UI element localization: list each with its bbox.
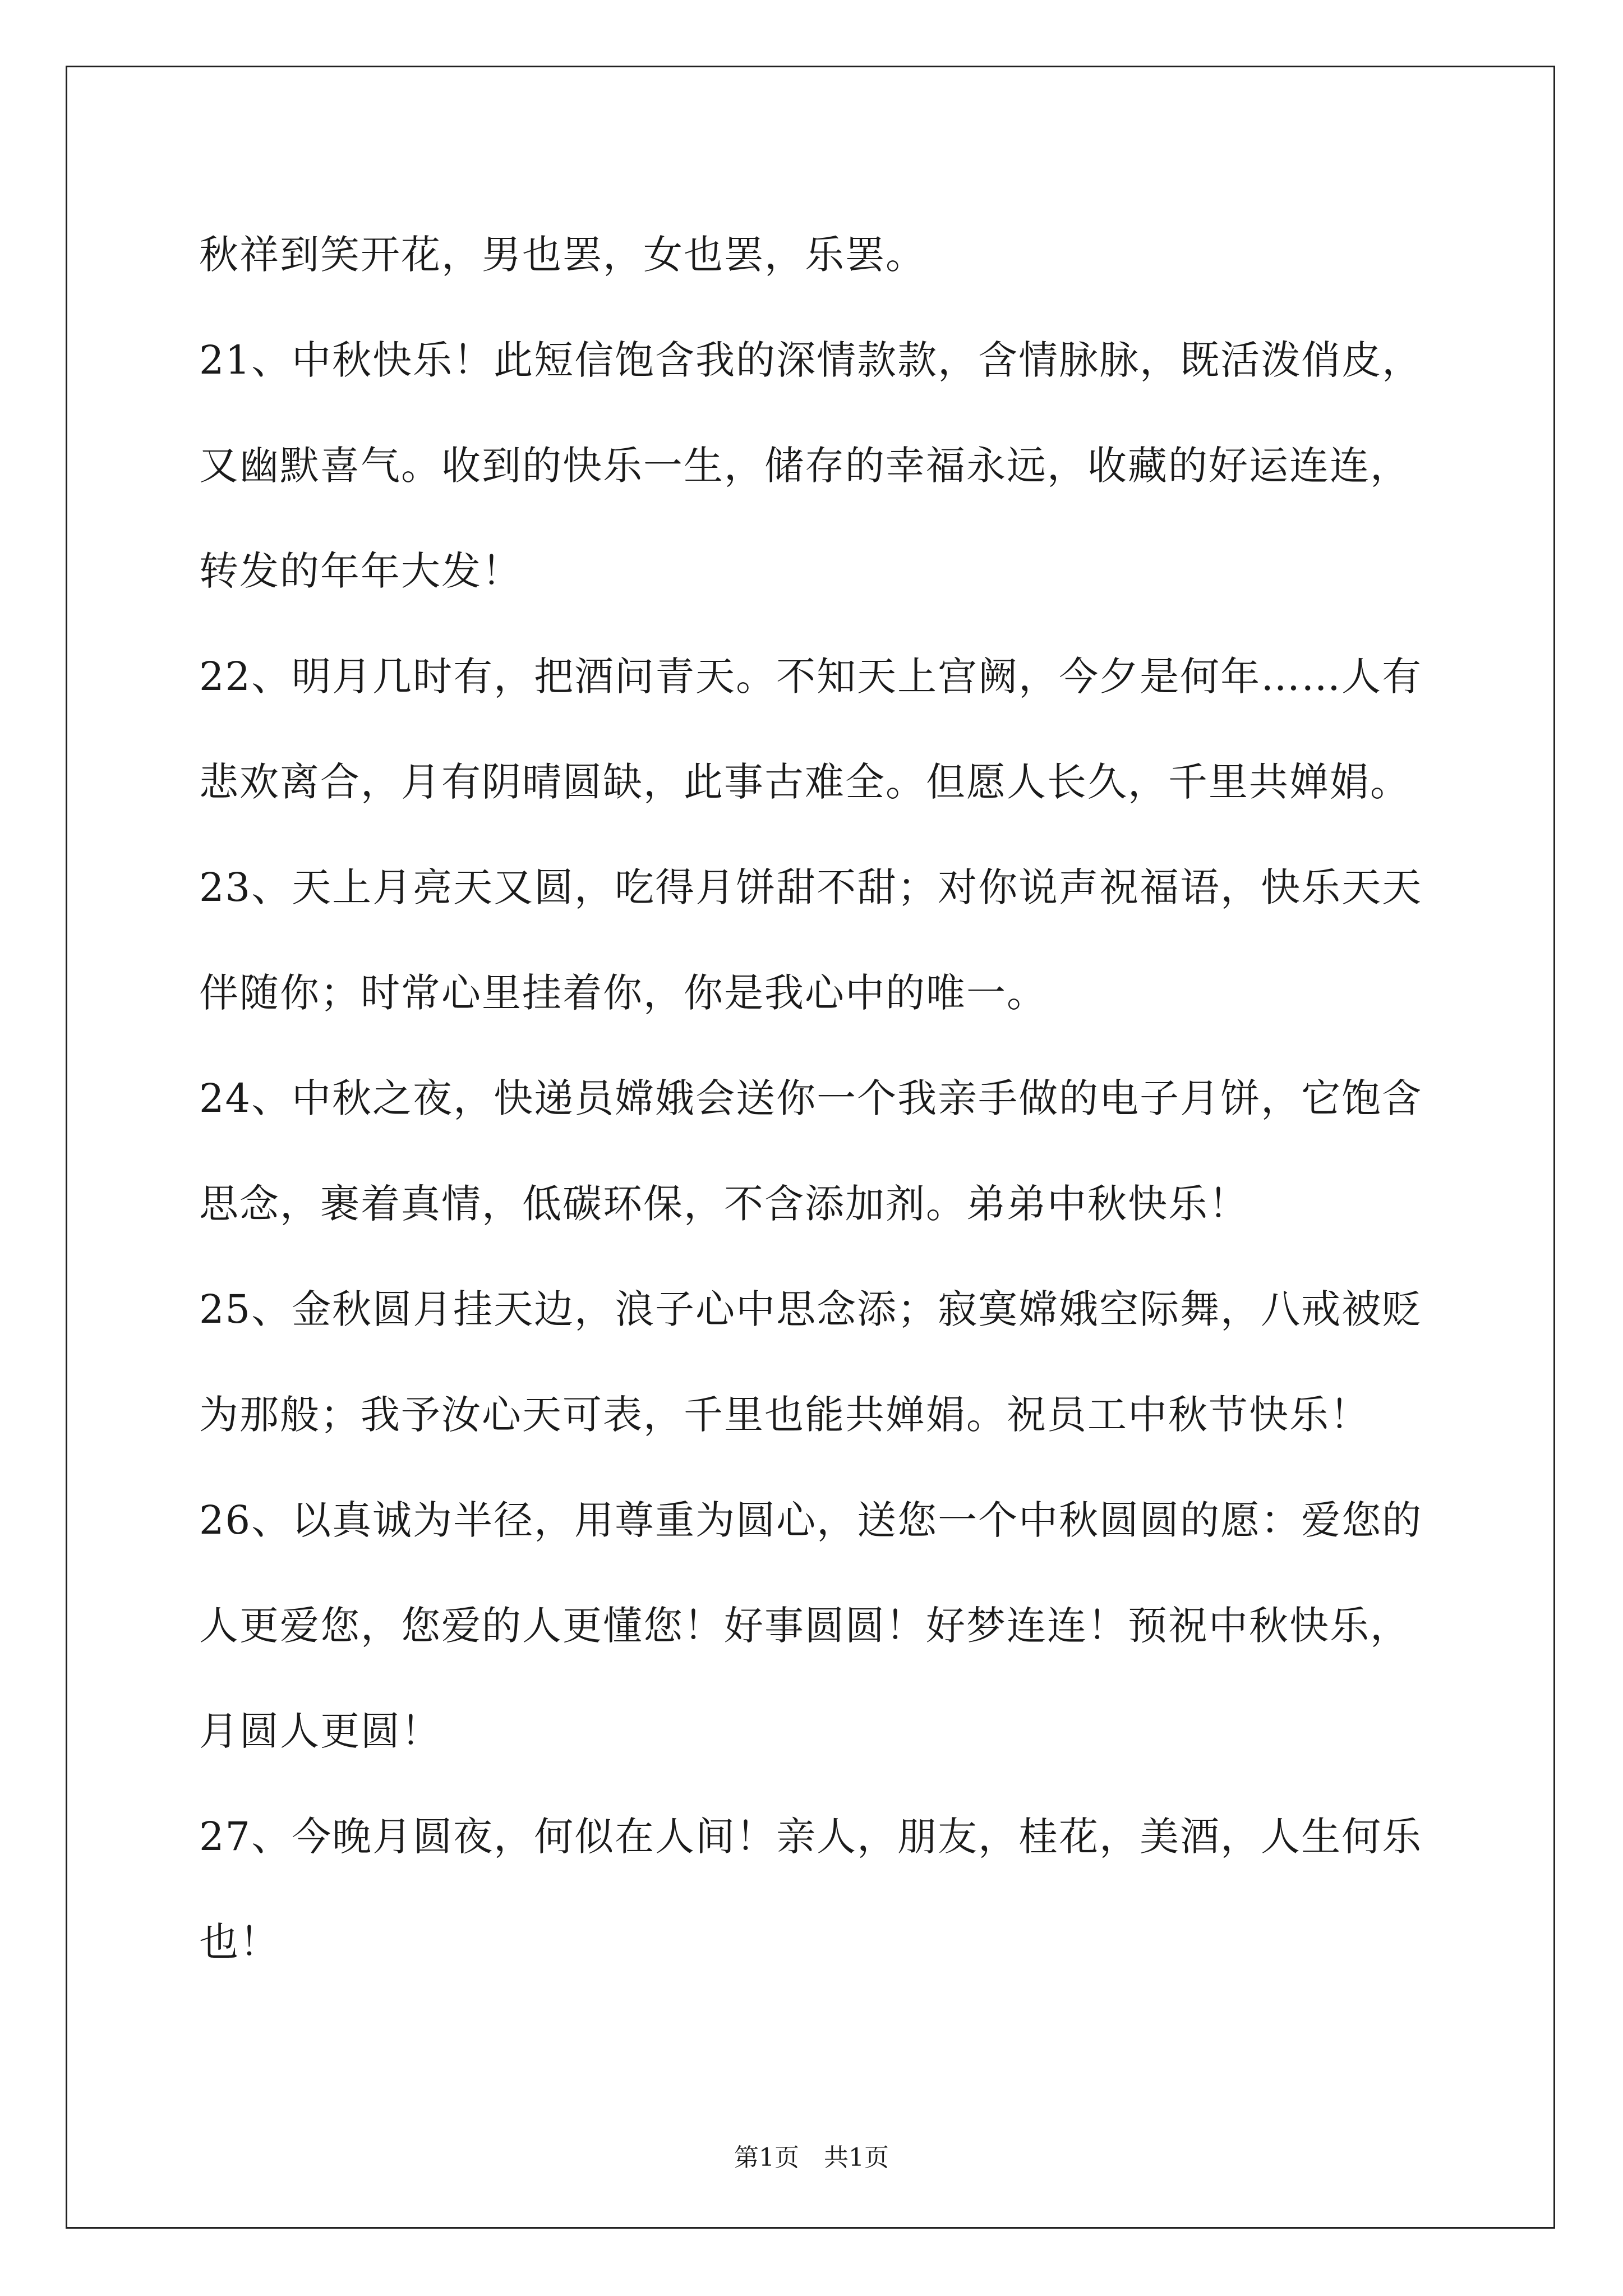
text-line (199, 1257, 1433, 1362)
text-line-content: 为那般；我予汝心天可表，千里也能共婵娟。祝员工中秋节快乐！ (199, 1392, 1370, 1438)
text-line (199, 202, 1433, 307)
text-line (199, 1467, 1433, 1573)
text-line (199, 1573, 1433, 1678)
text-line-content: 21、中秋快乐！此短信饱含我的深情款款，含情脉脉，既活泼俏皮， (199, 337, 1423, 383)
text-line (199, 1889, 1433, 1995)
text-line-content: 月圆人更圆！ (199, 1708, 441, 1754)
page-number-label: 第1页 共1页 (734, 2143, 889, 2172)
text-line-content: 又幽默喜气。收到的快乐一生，储存的幸福永远，收藏的好运连连， (199, 443, 1410, 489)
text-line-content: 25、金秋圆月挂天边，浪子心中思念添；寂寞嫦娥空际舞，八戒被贬 (199, 1286, 1423, 1332)
text-line-content: 思念，裹着真情，低碳环保，不含添加剂。弟弟中秋快乐！ (199, 1181, 1249, 1227)
text-line-content: 秋祥到笑开花，男也罢，女也罢，乐罢。 (199, 232, 926, 278)
text-line-content: 伴随你；时常心里挂着你，你是我心中的唯一。 (199, 970, 1047, 1016)
text-line (199, 729, 1433, 835)
page-footer (0, 2137, 1623, 2173)
document-body (199, 202, 1433, 1995)
text-line (199, 518, 1433, 624)
text-line-content: 23、天上月亮天又圆，吃得月饼甜不甜；对你说声祝福语，快乐天天 (199, 864, 1423, 910)
text-line (199, 1046, 1433, 1151)
text-line-content: 人更爱您，您爱的人更懂您！好事圆圆！好梦连连！预祝中秋快乐， (199, 1603, 1410, 1649)
text-line-content: 转发的年年大发！ (199, 548, 522, 594)
text-line (199, 1151, 1433, 1257)
text-line (199, 940, 1433, 1046)
text-line (199, 624, 1433, 729)
text-line-content: 悲欢离合，月有阴晴圆缺，此事古难全。但愿人长久，千里共婵娟。 (199, 759, 1410, 805)
text-line (199, 1678, 1433, 1784)
text-line (199, 307, 1433, 413)
text-line-content: 也！ (199, 1919, 280, 1965)
text-line (199, 835, 1433, 940)
text-line (199, 413, 1433, 518)
text-line-content: 22、明月几时有，把酒问青天。不知天上宫阙，今夕是何年……人有 (199, 654, 1423, 700)
text-line-content: 24、中秋之夜，快递员嫦娥会送你一个我亲手做的电子月饼，它饱含 (199, 1075, 1423, 1121)
text-line (199, 1784, 1433, 1889)
text-line (199, 1362, 1433, 1467)
text-line-content: 26、以真诚为半径，用尊重为圆心，送您一个中秋圆圆的愿：爱您的 (199, 1497, 1423, 1543)
text-line-content: 27、今晚月圆夜，何似在人间！亲人，朋友，桂花，美酒，人生何乐 (199, 1814, 1423, 1860)
